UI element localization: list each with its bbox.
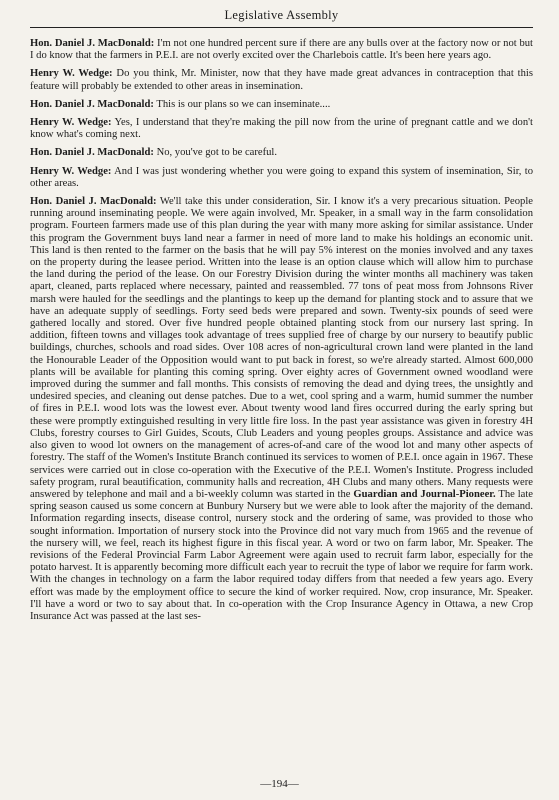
speech-text: Yes, I understand that they're making the pill now from the urine of pregnant cattle and we don't know what's coming next.	[30, 117, 533, 141]
publication-name: Journal-Pioneer.	[420, 488, 496, 500]
speech-paragraph	[30, 99, 533, 111]
speech-text: We'll take this under consideration, Sir. I know it's a very precarious situation. People running around inseminating people. We were again involved, Mr. Speaker, in a small way in the farm consolidation program. Fourteen farmers made use of this plan during the year with many more asking for similar assistance. Under this program the Government buys land near a farmer in need of more land to make his holdings an economic unit. This land is then rented to the farmer on the basis that he will pay 5% interest on the monies involved and any taxes on the property during the leasee period. Written into the lease is an option clause which will allow him to purchase the land during the period of the lease. On our Forestry Division during the winter months all machinery was taken apart, cleaned, parts replaced where necessary, painted and reassembled. 77 tons of peat moss from Johnsons River marsh were hauled for the seedlings and the plantings to keep up the demand for planting stock and to assure that we have an adequate supply of seedlings. Forty seed beds were prepared and sown. Twenty-six pounds of seed were gathered locally and stored. Over five hundred people obtained planting stock from our nursery last spring. In addition, fifteen towns and villages took advantage of trees supplied free of charge by our nursery to beautify public buildings, churches, schools and road sides. Over 108 acres of non-agricultural crown land were planted in the land the Honourable Leader of the Opposition would want to put back in forest, so we're already started. Almost 600,000 plants will be available for planting this coming spring. Over eighty acres of Government owned woodland were improved during the summer and fall months. This consists of removing the dead and dying trees, the unsightly and undesired species, and cleaning out dense patches. Due to a wet, cool spring and a warm, humid summer the number of fires in P.E.I. wood lots was the lowest ever. About twenty wood land fires occurred during the early spring but these were promptly extinguished resulting in very little fire loss. In the past year assistance was given in forestry 4H Clubs, forestry courses to Girl Guides, Scouts, Club Leaders and young peoples groups. Assistance and advice was also given to wood lot owners on the management of acres-of-and care of the wood lot and many other aspects of forestry. The staff of the Women's Institute Branch continued its services to women of P.E.I. once again in 1967. These services were carried out in close co-operation with the Executive of the P.E.I. Women's Institute. Progress included safety program, rural beautification, community halls and recreation, 4H Clubs and many others. Many requests were answered by telephone and mail and a bi-weekly column was started in the	[30, 196, 533, 500]
speaker-name: Henry W. Wedge:	[30, 117, 112, 129]
speech-text: I'm not one hundred percent sure if there are any bulls over at the factory now or not but I do know that the farmers in P.E.I. are not overly excited over the Charlebois cattle. It's been here years ago.	[30, 38, 533, 62]
speech-paragraph	[30, 117, 533, 141]
page-number: —194—	[260, 778, 299, 790]
speaker-name: Hon. Daniel J. MacDonald:	[30, 196, 157, 208]
speech-paragraph	[30, 196, 533, 623]
speech-paragraph	[30, 147, 533, 159]
conjunction-text: and	[400, 488, 418, 500]
speaker-name: Hon. Daniel J. MacDonald:	[30, 147, 154, 159]
speech-text: This is our plans so we can inseminate....	[156, 98, 331, 110]
speech-text: Do you think, Mr. Minister, now that they have made great advances in contraception that this feature will probably be extended to other areas in insemination.	[30, 68, 533, 92]
publication-name: Guardian	[353, 488, 398, 500]
header-title: Legislative Assembly	[224, 8, 339, 22]
speech-text: The late spring season caused us some concern at Bunbury Nursery but we were able to look after the majority of the demand. Information regarding insects, disease control, nursery stock and the ordering of same, was provided to those who sought information. Importation of nursery stock into the Province did not vary much from 1965 and the revenue of the nursery will, we feel, reach its highest figure in this fiscal year. A word or two on farm labor, Mr. Speaker. The revisions of the Federal Provincial Farm Labor Agreement were again used to recruit farm labor, especially for the potato harvest. It is apparently becoming more difficult each year to recruit the type of labor we require for farm work. With the changes in technology on a farm the labor required today differs from that needed a few years ago. Every effort was made by the employment office to secure the kind of worker required. Now, crop insurance, Mr. Speaker. I'll have a word or two to say about that. In co-operation with the Crop Insurance Agency in Ottawa, a new Crop Insurance Act was passed at the last ses-	[30, 488, 534, 622]
speaker-name: Hon. Daniel J. MacDonald:	[30, 38, 155, 49]
page-header	[30, 8, 533, 28]
page-footer	[0, 778, 559, 790]
speaker-name: Hon. Daniel J. MacDonald:	[30, 98, 154, 110]
speech-text: And I was just wondering whether you were going to expand this system of insemination, Sir, to other areas.	[30, 165, 533, 189]
speech-paragraph	[30, 166, 533, 190]
speaker-name: Henry W. Wedge:	[30, 68, 113, 80]
speech-paragraph	[30, 68, 533, 92]
speech-text: No, you've got to be careful.	[156, 147, 278, 159]
speaker-name: Henry W. Wedge:	[30, 165, 112, 177]
speech-paragraph	[30, 38, 533, 62]
page-body	[30, 38, 533, 629]
